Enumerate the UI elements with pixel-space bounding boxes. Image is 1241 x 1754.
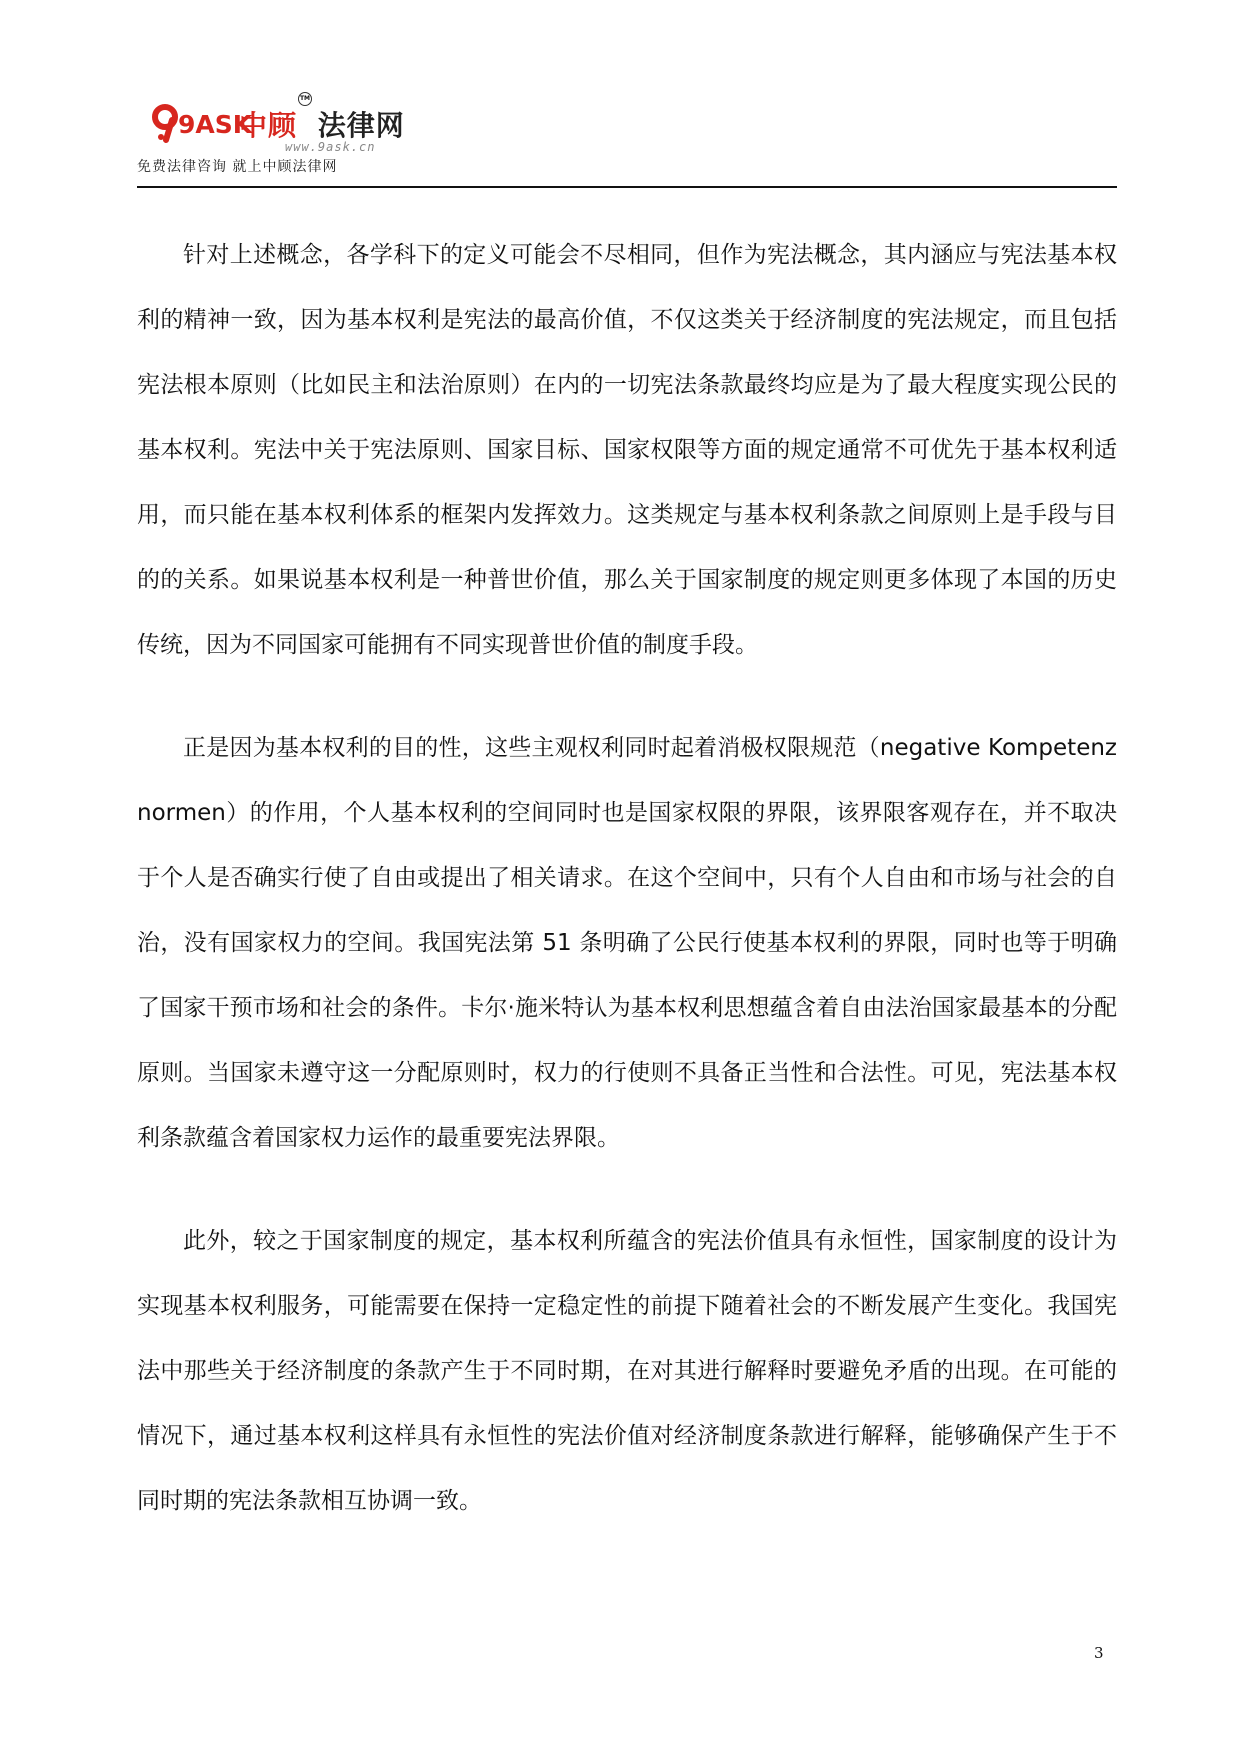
header-divider — [137, 186, 1117, 188]
trademark-icon: TM — [298, 92, 312, 106]
9ask-logo-icon — [152, 102, 253, 142]
logo-url: www.9ask.cn — [285, 140, 376, 154]
document-body — [137, 223, 1117, 1534]
page-number: 3 — [1094, 1644, 1104, 1662]
paragraph-2: 正是因为基本权利的目的性，这些主观权利同时起着消极权限规范（negative Kompetenznormen）的作用，个人基本权利的空间同时也是国家权限的界限，该界限客观存在，并不取决于个人是否确实行使了自由或提出了相关请求。在这个空间中，只有个人自由和市场与社会的自治，没有国家权力的空间。我国宪法第 51 条明确了公民行使基本权利的界限，同时也等于明确了国家干预市场和社会的条件。卡尔·施米特认为基本权利思想蕴含着自由法治国家最基本的分配原则。当国家未遵守这一分配原则时，权力的行使则不具备正当性和合法性。可见，宪法基本权利条款蕴含着国家权力运作的最重要宪法界限。 — [137, 735, 1117, 1151]
logo-name — [239, 104, 405, 144]
paragraph-1: 针对上述概念，各学科下的定义可能会不尽相同，但作为宪法概念，其内涵应与宪法基本权利的精神一致，因为基本权利是宪法的最高价值，不仅这类关于经济制度的宪法规定，而且包括宪法根本原则（比如民主和法治原则）在内的一切宪法条款最终均应是为了最大程度实现公民的基本权利。宪法中关于宪法原则、国家目标、国家权限等方面的规定通常不可优先于基本权利适用，而只能在基本权利体系的框架内发挥效力。这类规定与基本权利条款之间原则上是手段与目的的关系。如果说基本权利是一种普世价值，那么关于国家制度的规定则更多体现了本国的历史传统，因为不同国家可能拥有不同实现普世价值的制度手段。 — [137, 242, 1117, 658]
paragraph-3: 此外，较之于国家制度的规定，基本权利所蕴含的宪法价值具有永恒性，国家制度的设计为实现基本权利服务，可能需要在保持一定稳定性的前提下随着社会的不断发展产生变化。我国宪法中那些关于经济制度的条款产生于不同时期，在对其进行解释时要避免矛盾的出现。在可能的情况下，通过基本权利这样具有永恒性的宪法价值对经济制度条款进行解释，能够确保产生于不同时期的宪法条款相互协调一致。 — [137, 1228, 1117, 1514]
logo-brand: 9ASK — [178, 110, 253, 139]
site-header — [137, 84, 1117, 188]
header-tagline: 免费法律咨询 就上中顾法律网 — [137, 159, 338, 175]
logo-name-red: 中顾 — [239, 109, 298, 142]
logo-name-black: 法律网 — [317, 109, 405, 142]
